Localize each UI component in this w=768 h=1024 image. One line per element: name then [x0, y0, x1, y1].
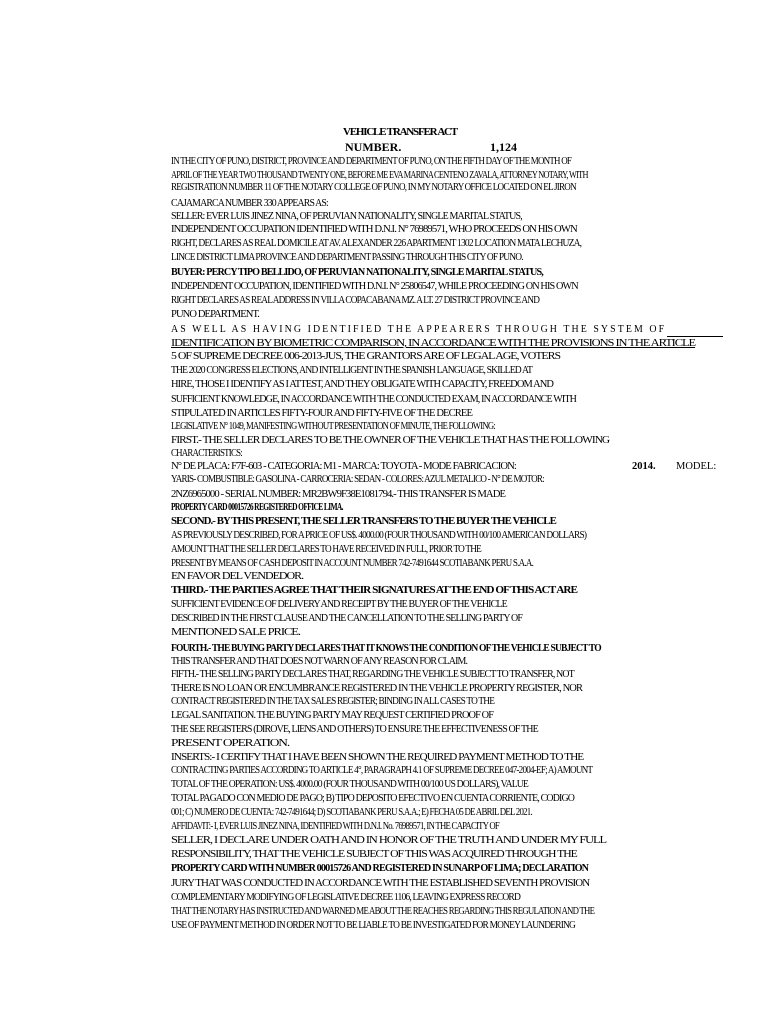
text-line: CHARACTERISTICS: [171, 448, 242, 459]
vehicle-year: 2014. [632, 461, 656, 472]
text-line: BUYER: PERCY TIPO BELLIDO, OF PERUVIAN NATIONALITY, SINGLE MARITAL STATUS, [171, 267, 543, 278]
text-line: PRESENT BY MEANS OF CASH DEPOSIT IN ACCOUNT NUMBER 742-7491644 SCOTIABANK PERU S.A.A. [171, 558, 534, 569]
text-line: YARIS- COMBUSTIBLE: GASOLINA - CARROCERIA: SEDAN - COLORES: AZUL METALICO - N° DE MOTOR: [171, 474, 544, 485]
text-line: THIS TRANSFER AND THAT DOES NOT WARN OF ANY REASON FOR CLAIM. [171, 656, 468, 667]
underline-rule [667, 336, 723, 337]
text-line: TOTAL PAGADO CON MEDIO DE PAGO; B) TIPO DEPOSITO EFECTIVO EN CUENTA CORRIENTE, CODIGO [171, 793, 575, 804]
text-line: REGISTRATION NUMBER 11 OF THE NOTARY COLLEGE OF PUNO, IN MY NOTARY OFFICE LOCATED ON EL JIRON [171, 182, 576, 193]
text-line: SUFFICIENT EVIDENCE OF DELIVERY AND RECEIPT BY THE BUYER OF THE VEHICLE [171, 599, 507, 610]
text-line: 5 OF SUPREME DECREE 006-2013-JUS, THE GRANTORS ARE OF LEGAL AGE, VOTERS [171, 351, 561, 362]
text-line: FIRST.- THE SELLER DECLARES TO BE THE OWNER OF THE VEHICLE THAT HAS THE FOLLOWING [171, 435, 610, 446]
vehicle-model-label: MODEL: [676, 461, 717, 472]
text-line: SUFFICIENT KNOWLEDGE, IN ACCORDANCE WITH THE CONDUCTED EXAM, IN ACCORDANCE WITH [171, 394, 577, 405]
text-line: AMOUNT THAT THE SELLER DECLARES TO HAVE RECEIVED IN FULL, PRIOR TO THE [171, 544, 482, 555]
act-number-label: NUMBER. [345, 140, 402, 154]
text-line: THE SEE REGISTERS (DIROVE, LIENS AND OTHERS) TO ENSURE THE EFFECTIVENESS OF THE [171, 724, 538, 735]
text-line: STIPULATED IN ARTICLES FIFTY-FOUR AND FIFTY-FIVE OF THE DECREE [171, 408, 473, 419]
text-line: PUNO DEPARTMENT. [171, 309, 260, 320]
text-line: EN FAVOR DEL VENDEDOR. [171, 571, 304, 582]
text-line: RESPONSIBILITY, THAT THE VEHICLE SUBJECT OF THIS WAS ACQUIRED THROUGH THE [171, 849, 577, 860]
text-line: COMPLEMENTARY MODIFYING OF LEGISLATIVE DECREE 1106, LEAVING EXPRESS RECORD [171, 892, 521, 903]
text-line: USE OF PAYMENT METHOD IN ORDER NOT TO BE LIABLE TO BE INVESTIGATED FOR MONEY LAUNDERING [171, 920, 576, 931]
text-line: PRESENT OPERATION. [171, 738, 290, 749]
text-line: JURY THAT WAS CONDUCTED IN ACCORDANCE WITH THE ESTABLISHED SEVENTH PROVISION [171, 878, 590, 889]
text-line: AS PREVIOUSLY DESCRIBED, FOR A PRICE OF US$. 4000.00 (FOUR THOUSAND WITH 00/100 AMERICAN DOLLARS) [171, 530, 587, 541]
text-line: LEGISLATIVE N° 1049, MANIFESTING WITHOUT PRESENTATION OF MINUTE, THE FOLLOWING: [171, 421, 496, 432]
text-line: SELLER, I DECLARE UNDER OATH AND IN HONOR OF THE TRUTH AND UNDER MY FULL [171, 835, 607, 846]
text-line: IDENTIFICATION BY BIOMETRIC COMPARISON, IN ACCORDANCE WITH THE PROVISIONS IN THE ARTICLE [171, 338, 696, 349]
text-line: INSERTS:- I CERTIFY THAT I HAVE BEEN SHOWN THE REQUIRED PAYMENT METHOD TO THE [171, 752, 584, 763]
text-line: HIRE, THOSE I IDENTIFY AS I ATTEST, AND THEY OBLIGATE WITH CAPACITY, FREEDOM AND [171, 379, 554, 390]
text-line: THIRD.- THE PARTIES AGREE THAT THEIR SIGNATURES AT THE END OF THIS ACT ARE [171, 585, 578, 596]
text-line: THERE IS NO LOAN OR ENCUMBRANCE REGISTERED IN THE VEHICLE PROPERTY REGISTER, NOR [171, 683, 583, 694]
text-line: AS WELL AS HAVING IDENTIFIED THE APPEARERS THROUGH THE SYSTEM OF [171, 324, 667, 335]
text-line: CONTRACT REGISTERED IN THE TAX SALES REGISTER; BINDING IN ALL CASES TO THE [171, 696, 495, 707]
text-line: INDEPENDENT OCCUPATION IDENTIFIED WITH D.N.I. N° 76989571, WHO PROCEEDS ON HIS OWN [171, 224, 577, 235]
text-line: LEGAL SANITATION. THE BUYING PARTY MAY REQUEST CERTIFIED PROOF OF [171, 710, 494, 721]
text-line: 2NZ6965000 - SERIAL NUMBER: MR2BW9F38E1081794.- THIS TRANSFER IS MADE [171, 489, 506, 500]
text-line: 001; C) NUMERO DE CUENTA: 742-7491644; D) SCOTIABANK PERU S.A.A.; E) FECHA 05 DE ABRIL DEL 2021. [171, 807, 532, 818]
text-line: APRIL OF THE YEAR TWO THOUSAND TWENTY ONE, BEFORE ME EVA MARINA CENTENO ZAVALA, ATTORNEY NOTARY, WITH [171, 170, 588, 181]
text-line: SELLER: EVER LUIS JINEZ NINA, OF PERUVIAN NATIONALITY, SINGLE MARITAL STATUS, [171, 211, 522, 222]
text-line: SECOND.- BY THIS PRESENT, THE SELLER TRANSFERS TO THE BUYER THE VEHICLE [171, 516, 556, 527]
text-line: IN THE CITY OF PUNO, DISTRICT, PROVINCE AND DEPARTMENT OF PUNO, ON THE FIFTH DAY OF THE MONTH OF [171, 156, 572, 167]
text-line: AFFIDAVIT:- I, EVER LUIS JINEZ NINA, IDENTIFIED WITH D.N.I. No. 76989571, IN THE CAPACITY OF [171, 821, 500, 832]
text-line: DESCRIBED IN THE FIRST CLAUSE AND THE CANCELLATION TO THE SELLING PARTY OF [171, 613, 523, 624]
document-title: VEHICLE TRANSFER ACT [343, 126, 457, 138]
text-line: THAT THE NOTARY HAS INSTRUCTED AND WARNED ME ABOUT THE REACHES REGARDING THIS REGULATION AND THE [171, 906, 595, 917]
text-line: CAJAMARCA NUMBER 330 APPEARS AS: [171, 198, 328, 209]
text-line: FOURTH.- THE BUYING PARTY DECLARES THAT IT KNOWS THE CONDITION OF THE VEHICLE SUBJECT TO [171, 643, 601, 654]
text-line: FIFTH.- THE SELLING PARTY DECLARES THAT, REGARDING THE VEHICLE SUBJECT TO TRANSFER, NOT [171, 669, 574, 680]
text-line: RIGHT DECLARES AS REAL ADDRESS IN VILLA COPACABANA MZ. A LT. 27 DISTRICT PROVINCE AND [171, 295, 540, 306]
text-line: PROPERTY CARD 00015726 REGISTERED OFFICE LIMA. [171, 502, 343, 513]
text-line: N° DE PLACA: F7F-603 - CATEGORIA: M1 - MARCA: TOYOTA - MODE FABRICACION: [171, 461, 516, 472]
text-line: PROPERTY CARD WITH NUMBER 00015726 AND REGISTERED IN SUNARP OF LIMA; DECLARATION [171, 863, 589, 874]
text-line: LINCE DISTRICT LIMA PROVINCE AND DEPARTMENT PASSING THROUGH THIS CITY OF PUNO. [171, 252, 523, 263]
text-line: THE 2020 CONGRESS ELECTIONS, AND INTELLIGENT IN THE SPANISH LANGUAGE, SKILLED AT [171, 365, 533, 376]
text-line: INDEPENDENT OCCUPATION, IDENTIFIED WITH D.N.I. N° 25806547, WHILE PROCEEDING ON HIS OWN [171, 281, 578, 292]
text-line: RIGHT, DECLARES AS REAL DOMICILE AT AV. ALEXANDER 226 APARTMENT 1302 LOCATION MATA LECHUZA, [171, 238, 582, 249]
act-number-value: 1,124 [490, 140, 517, 154]
text-line: CONTRACTING PARTIES ACCORDING TO ARTICLE 4°, PARAGRAPH 4.1 OF SUPREME DECREE 047-2004-EF; A) AMOUNT [171, 765, 593, 776]
text-line: TOTAL OF THE OPERATION: US$. 4000.00 (FOUR THOUSAND WITH 00/100 US DOLLARS), VALUE [171, 779, 528, 790]
text-line: MENTIONED SALE PRICE. [171, 627, 300, 638]
